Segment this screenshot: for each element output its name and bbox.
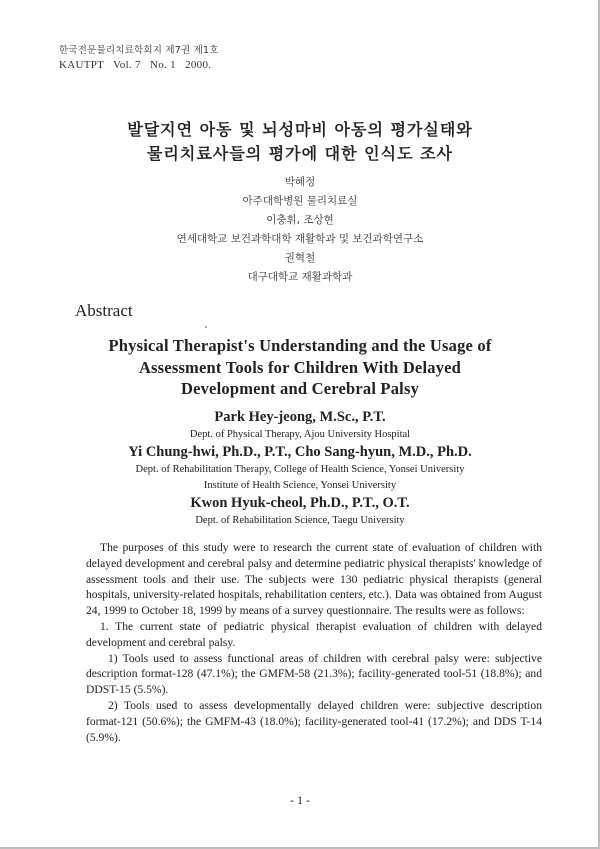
english-title-line: Development and Cerebral Palsy [180, 379, 420, 398]
korean-author-name: 박혜정 [284, 176, 316, 188]
english-authors [0, 408, 600, 529]
korean-author-affiliation: 아주대학병원 물리치료실 [242, 195, 358, 207]
page-number: - 1 - [290, 793, 310, 807]
korean-author-name: 권혁철 [284, 252, 316, 264]
journal-header [59, 43, 219, 73]
author-affiliation: Institute of Health Science, Yonsei University [203, 480, 397, 491]
english-title-line: Physical Therapist's Understanding and the Usage of [108, 336, 492, 355]
author-affiliation: Dept. of Rehabilitation Science, Taegu University [195, 515, 405, 526]
korean-author-affiliation: 대구대학교 재활과학과 [247, 271, 353, 283]
korean-author-name: 이충휘, 조상현 [266, 214, 334, 226]
author-affiliation: Dept. of Rehabilitation Therapy, College of Health Science, Yonsei University [135, 464, 465, 475]
author-affiliation: Dept. of Physical Therapy, Ajou University Hospital [189, 429, 411, 440]
korean-title-line: 물리치료사들의 평가에 대한 인식도 조사 [146, 144, 454, 163]
abstract-paragraph: The purposes of this study were to research the current state of evaluation of children with delayed development and cerebral palsy and determine pediatric physical therapists' knowledge of assessment tools and their use. The subjects were 130 pediatric physical therapists (general hospitals, university-related hospitals, rehabilitation centers, etc.). Data was obtained from August 24, 1999 to October 18, 1999 by means of a survey questionnaire. The results were as follows: [86, 541, 542, 618]
author-name: Yi Chung-hwi, Ph.D., P.T., Cho Sang-hyun, M.D., Ph.D. [128, 444, 472, 460]
korean-title [0, 118, 600, 166]
english-title-line: Assessment Tools for Children With Delayed [138, 357, 462, 377]
author-name: Park Hey-jeong, M.Sc., P.T. [214, 409, 386, 425]
speck [205, 326, 207, 328]
abstract-heading: Abstract [75, 301, 133, 320]
korean-author-affiliation: 연세대학교 보건과학대학 재활학과 및 보건과학연구소 [176, 233, 424, 245]
author-name: Kwon Hyuk-cheol, Ph.D., P.T., O.T. [190, 495, 410, 511]
abstract-paragraph: 1) Tools used to assess functional areas of children with cerebral palsy were: subjective description format-128 (47.1%); the GMFM-58 (21.3%); facility-generated tool-51 (18.8%); and DDST-15 (5.5%). [86, 651, 542, 697]
korean-authors [0, 173, 600, 287]
korean-title-line: 발달지연 아동 및 뇌성마비 아동의 평가실태와 [127, 120, 473, 139]
abstract-body [86, 540, 542, 745]
abstract-paragraph: 1. The current state of pediatric physical therapist evaluation of children with delayed development and cerebral palsy. [86, 619, 542, 649]
english-title [0, 335, 600, 400]
abstract-paragraph: 2) Tools used to assess developmentally delayed children were: subjective description format-121 (50.6%); the GMFM-43 (18.0%); facility-generated tool-41 (17.2%); and DDS T-14 (5.9%). [86, 698, 542, 744]
journal-title-korean: 한국전문물리치료학회지 제7권 제1호 [59, 45, 219, 56]
journal-citation: KAUTPT Vol. 7 No. 1 2000. [59, 59, 212, 71]
